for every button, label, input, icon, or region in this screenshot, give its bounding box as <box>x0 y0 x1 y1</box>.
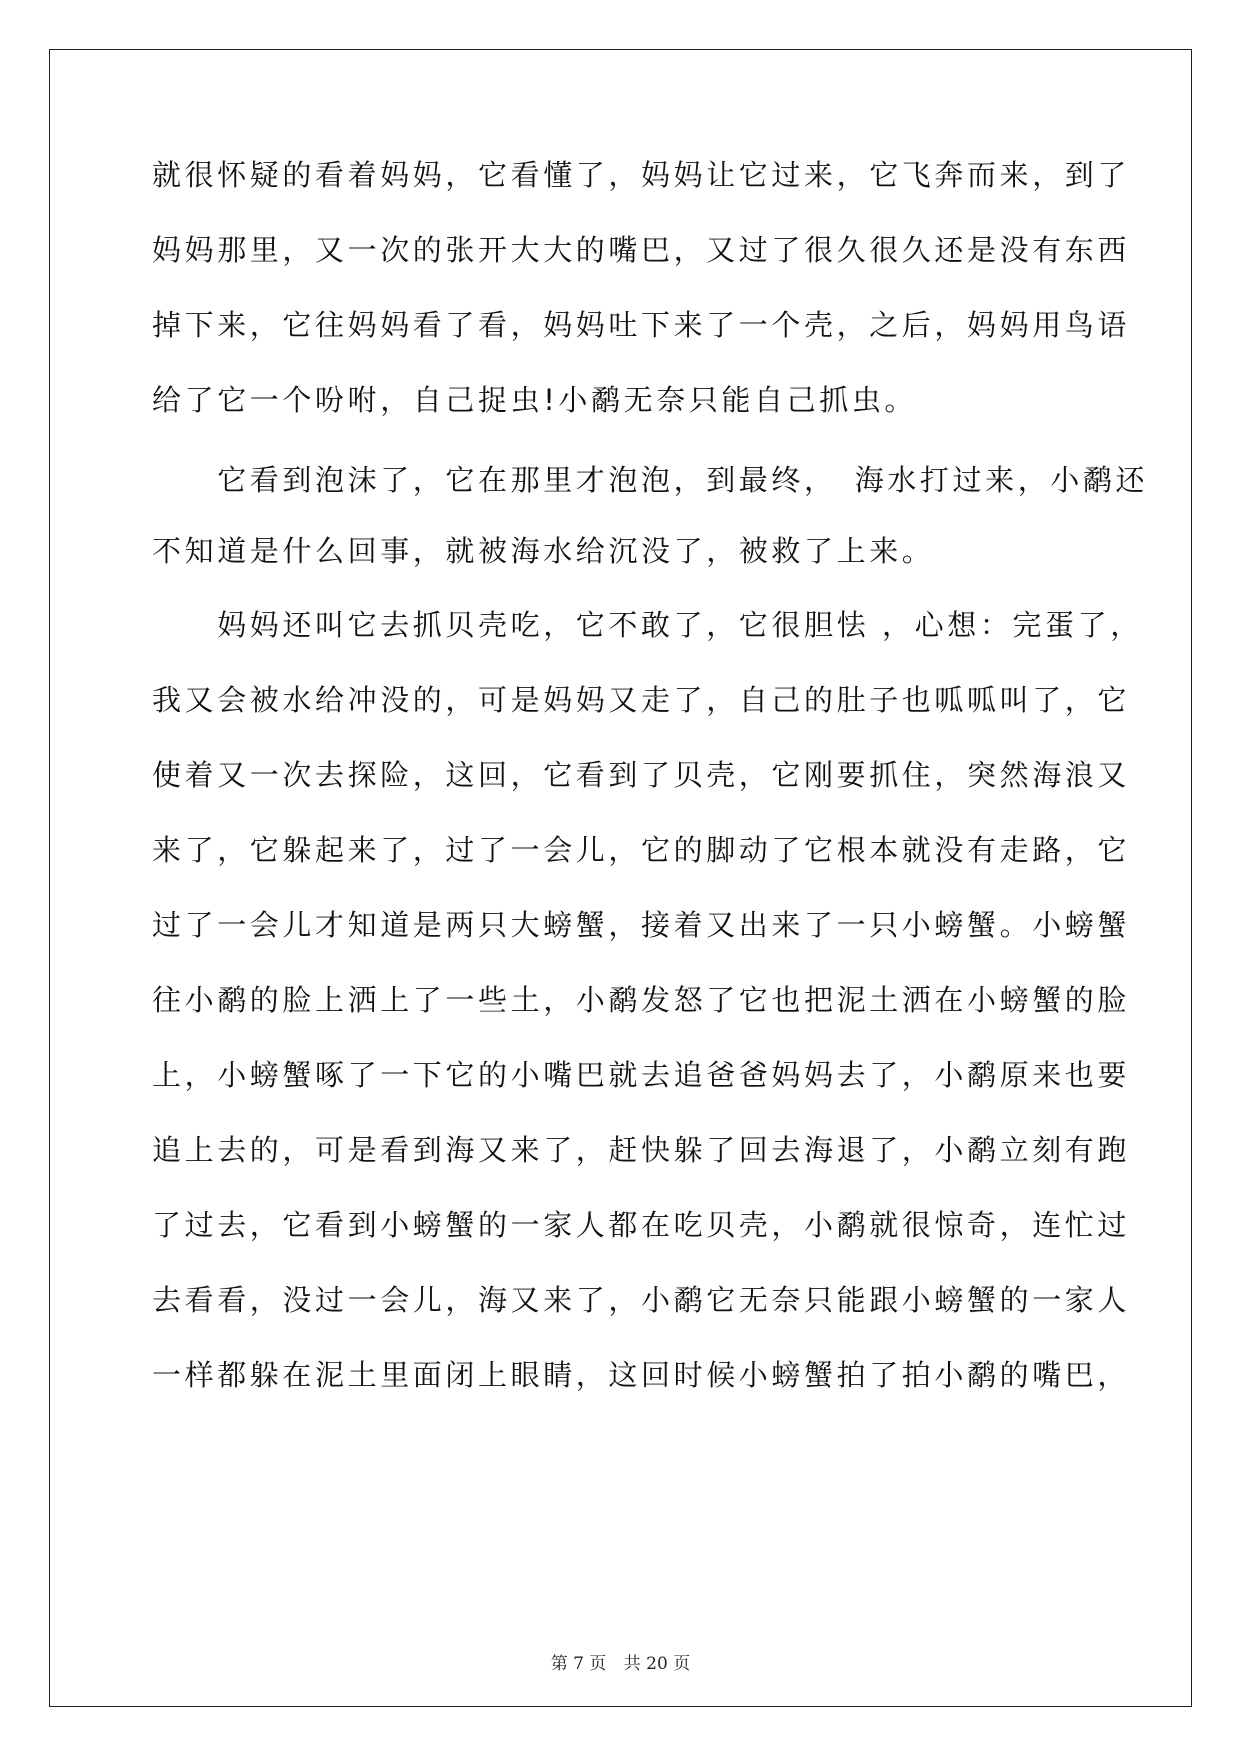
text-line: 使着又一次去探险，这回，它看到了贝壳，它刚要抓住，突然海浪又 <box>152 758 1131 792</box>
text-line: 去看看，没过一会儿，海又来了，小鹬它无奈只能跟小螃蟹的一家人 <box>152 1283 1131 1317</box>
text-line: 我又会被水给冲没的，可是妈妈又走了，自己的肚子也呱呱叫了，它 <box>152 683 1131 717</box>
text-line: 一样都躲在泥土里面闭上眼睛，这回时候小螃蟹拍了拍小鹬的嘴巴， <box>152 1358 1131 1392</box>
text-line: 往小鹬的脸上洒上了一些土，小鹬发怒了它也把泥土洒在小螃蟹的脸 <box>152 983 1131 1017</box>
text-line: 不知道是什么回事，就被海水给沉没了，被救了上来。 <box>152 534 935 568</box>
page-border <box>49 49 1192 1707</box>
text-line: 妈妈还叫它去抓贝壳吃，它不敢了，它很胆怯 ，心想：完蛋了， <box>152 608 1143 642</box>
text-line: 追上去的，可是看到海又来了，赶快躲了回去海退了，小鹬立刻有跑 <box>152 1133 1131 1167</box>
text-line: 妈妈那里，又一次的张开大大的嘴巴，又过了很久很久还是没有东西 <box>152 233 1131 267</box>
text-line: 它看到泡沫了，它在那里才泡泡，到最终， 海水打过来，小鹬还 <box>152 463 1149 497</box>
text-line: 给了它一个吩咐，自己捉虫!小鹬无奈只能自己抓虫。 <box>152 383 918 417</box>
text-line: 就很怀疑的看着妈妈，它看懂了，妈妈让它过来，它飞奔而来，到了 <box>152 158 1131 192</box>
text-line: 了过去，它看到小螃蟹的一家人都在吃贝壳，小鹬就很惊奇，连忙过 <box>152 1208 1131 1242</box>
text-line: 掉下来，它往妈妈看了看，妈妈吐下来了一个壳，之后，妈妈用鸟语 <box>152 308 1131 342</box>
text-line: 来了，它躲起来了，过了一会儿，它的脚动了它根本就没有走路，它 <box>152 833 1131 867</box>
text-line: 过了一会儿才知道是两只大螃蟹，接着又出来了一只小螃蟹。小螃蟹 <box>152 908 1131 942</box>
text-line: 上，小螃蟹啄了一下它的小嘴巴就去追爸爸妈妈去了，小鹬原来也要 <box>152 1058 1131 1092</box>
total-pages: 共 20 页 <box>623 1654 691 1674</box>
current-page-number: 第 7 页 <box>550 1654 607 1674</box>
page-footer <box>0 1649 1241 1674</box>
